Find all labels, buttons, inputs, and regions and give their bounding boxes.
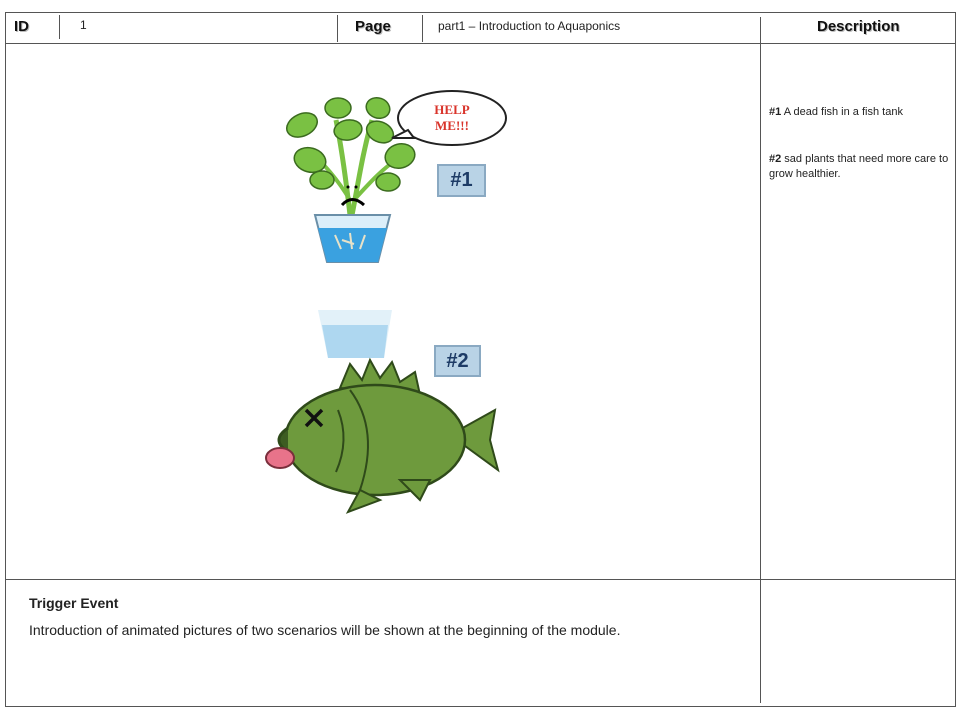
- id-label: ID: [14, 18, 29, 35]
- svg-text:ME!!!: ME!!!: [435, 118, 469, 133]
- description-column-divider: [760, 17, 761, 703]
- description-label: Description: [817, 18, 900, 35]
- id-value: 1: [80, 18, 87, 32]
- tag-2: #2: [434, 345, 481, 377]
- trigger-event-body: Introduction of animated pictures of two scenarios will be shown at the beginning of the module.: [29, 622, 621, 638]
- dead-fish-illustration: [240, 300, 510, 515]
- id-divider: [59, 15, 60, 39]
- header-divider: [5, 43, 956, 44]
- tag-1: #1: [437, 164, 486, 197]
- description-item-2: #2 sad plants that need more care to grow healthier.: [769, 153, 949, 180]
- page-value: part1 – Introduction to Aquaponics: [438, 19, 621, 33]
- help-bubble-text: HELP: [434, 102, 470, 117]
- page-label: Page: [355, 18, 391, 35]
- page-divider-right: [422, 15, 423, 42]
- description-item-1: #1 A dead fish in a fish tank: [769, 106, 903, 118]
- trigger-event-title: Trigger Event: [29, 595, 119, 611]
- page-divider-left: [337, 15, 338, 42]
- trigger-divider: [5, 579, 956, 580]
